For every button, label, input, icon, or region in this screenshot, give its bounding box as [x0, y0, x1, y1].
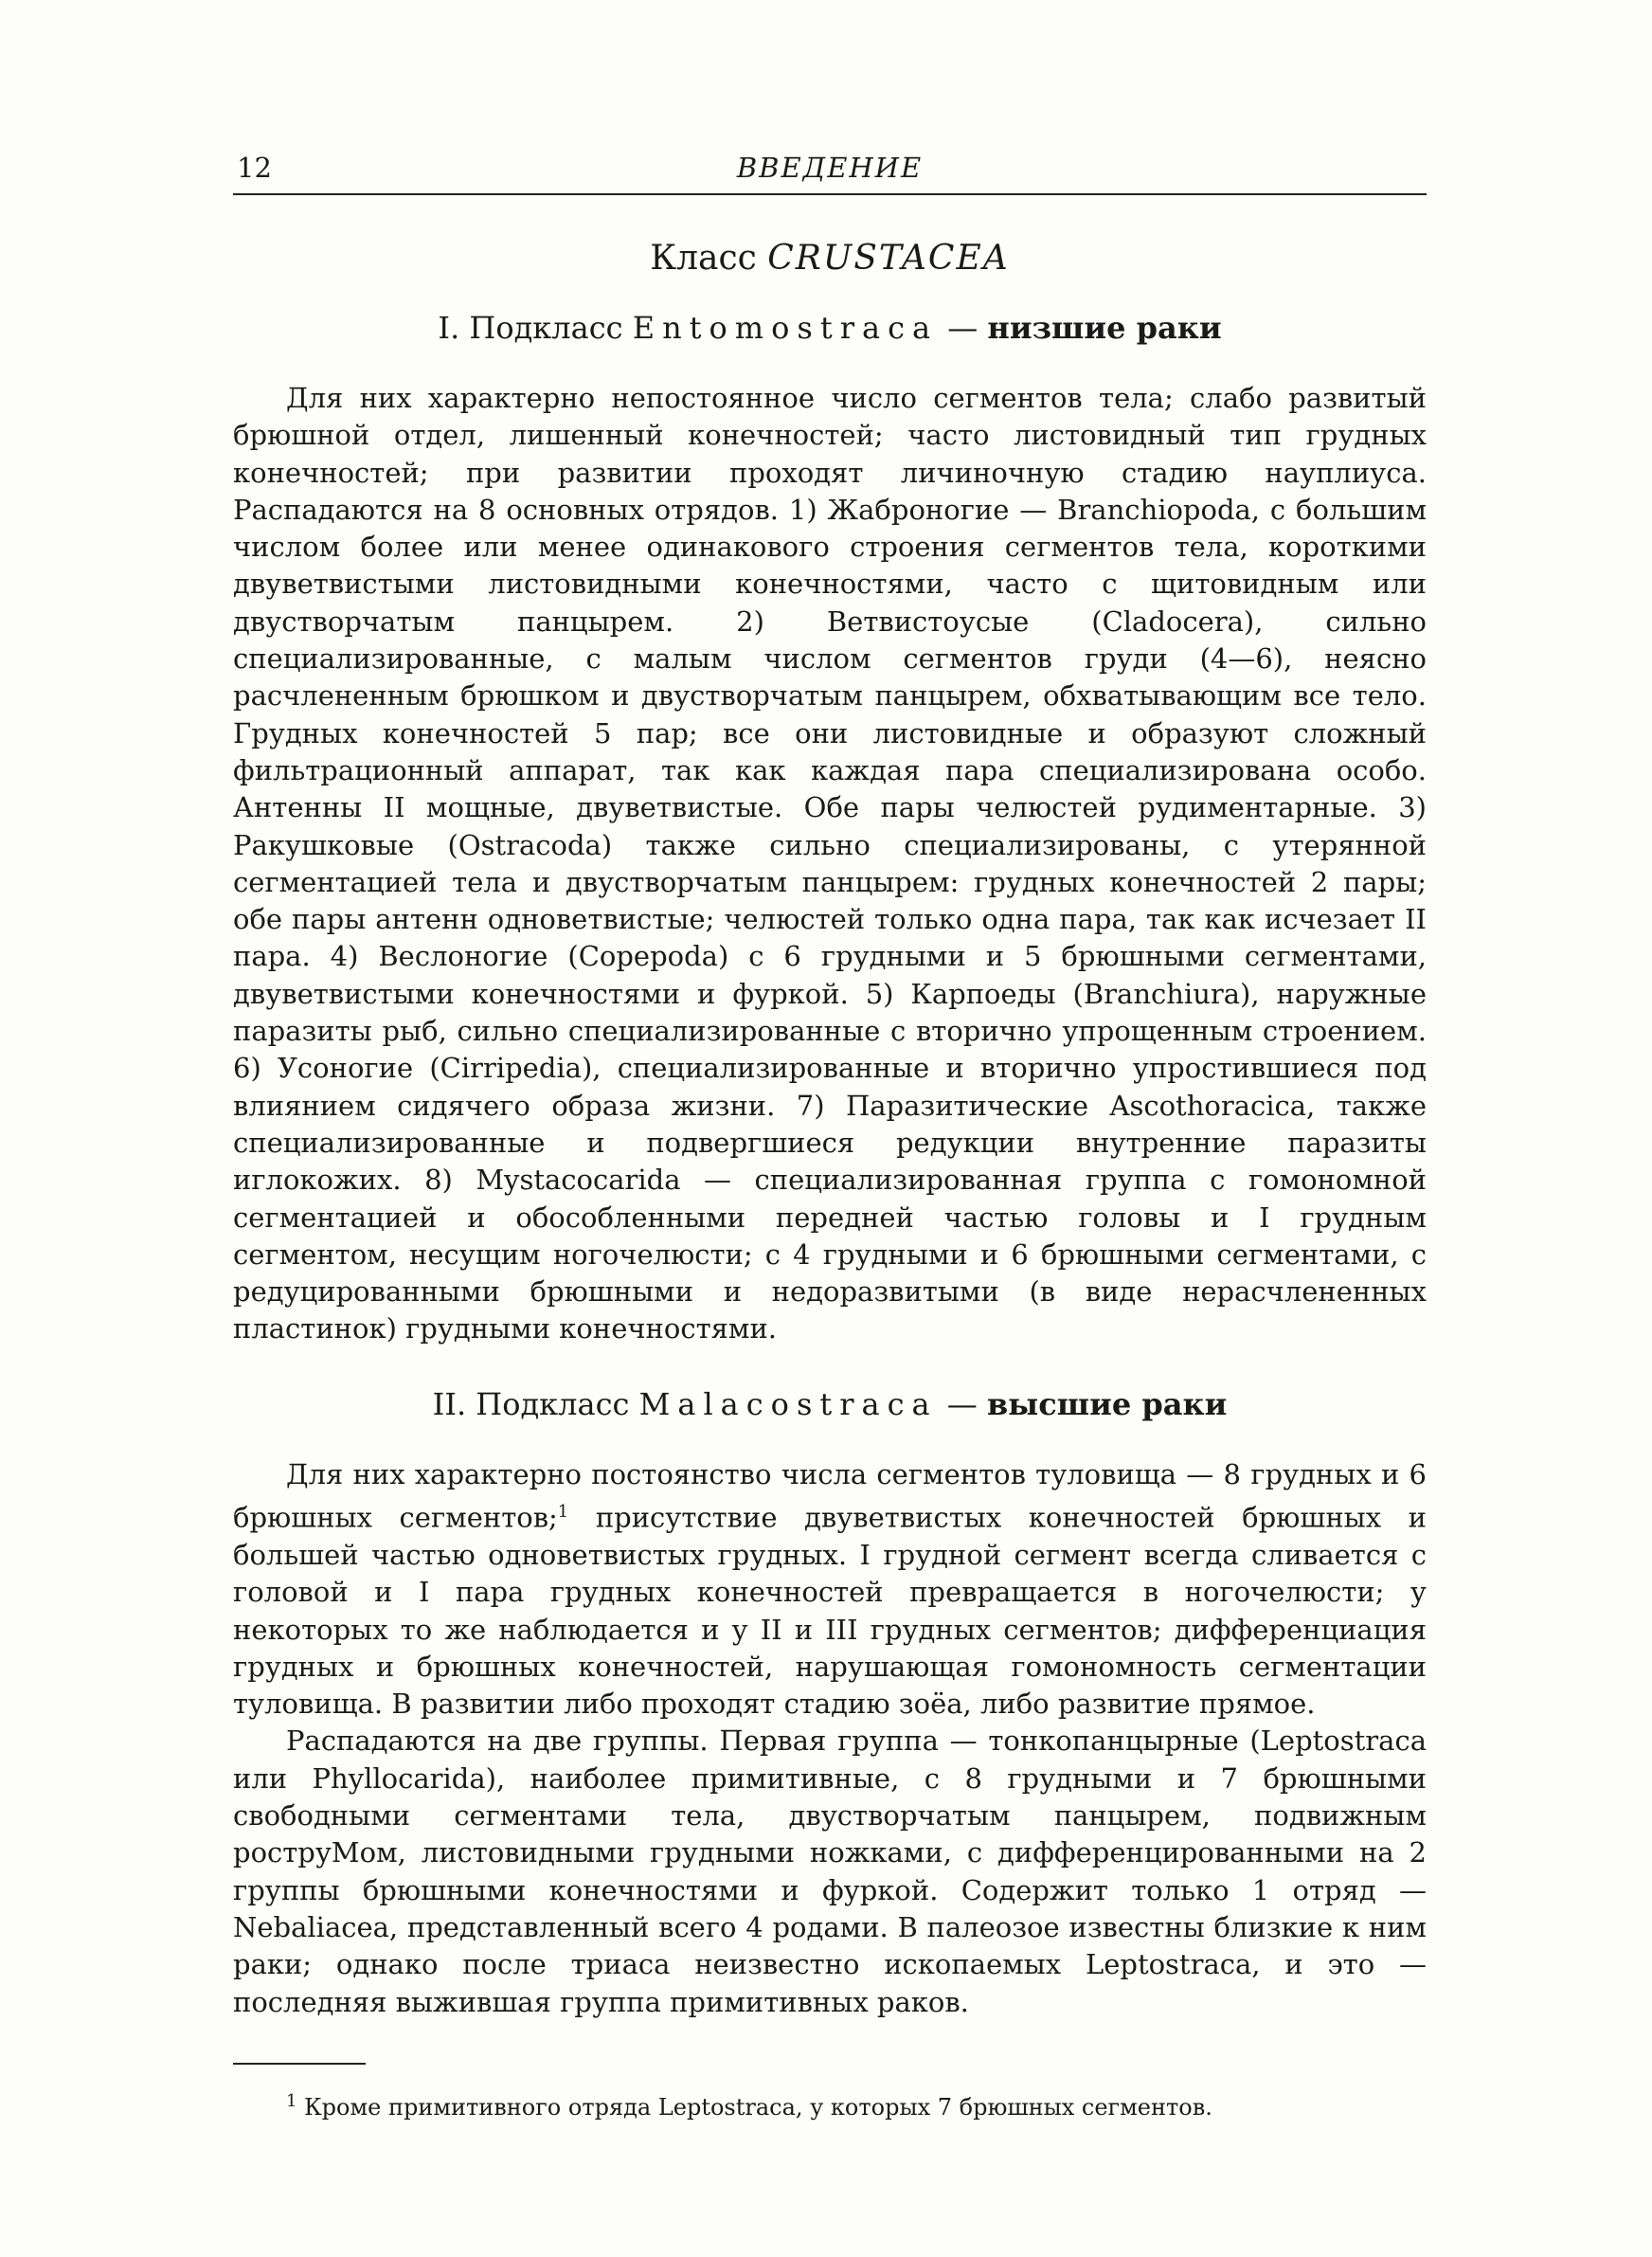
running-title: ВВЕДЕНИЕ: [736, 152, 924, 184]
subclass-name: Malacostraca: [638, 1385, 938, 1422]
paragraph-text: присутствие двуветвистых конечностей брюшных и большей частью одноветвистых грудных. I грудной сегмент всегда сливается с головой и I пара грудных конечностей превращается в ногочелюсти; у некоторых то же наблюдается и у II и III грудных сегментов; дифференциация грудных и брюшных конечностей, нарушающая гомономность сегментации туловища. В развитии либо проходят стадию зоёа, либо развитие прямое.: [233, 1501, 1427, 1721]
subclass-number: I. Подкласс: [438, 310, 623, 346]
subclass-name: Entomostraca: [632, 310, 939, 346]
subclass-desc: низшие раки: [987, 310, 1222, 346]
subclass-heading-entomostraca: [233, 310, 1427, 346]
class-heading: [233, 239, 1427, 278]
subclass-dash: —: [946, 1385, 978, 1422]
subclass-heading-malacostraca: [233, 1386, 1427, 1422]
subclass-desc: высшие раки: [986, 1385, 1228, 1422]
paragraph-malacostraca: [233, 1456, 1427, 1724]
footnote-divider: [233, 2063, 366, 2065]
running-head: [233, 152, 1427, 195]
footnote-reference: 1: [557, 1502, 569, 1523]
page-number: 12: [237, 152, 272, 184]
class-heading-name: CRUSTACEA: [767, 239, 1010, 278]
paragraph-entomostraca: Для них характерно непостоянное число сегментов тела; слабо развитый брюшной отдел, лишенный конечностей; часто листовидный тип грудных конечностей; при развитии проходят личиночную стадию науплиуса. Распадаются на 8 основных отрядов. 1) Жаброногие — Branchiopoda, с большим числом более или менее одинакового строения сегментов тела, короткими двуветвистыми листовидными конечностями, часто с щитовидным или двустворчатым панцырем. 2) Ветвистоусые (Cladocera), сильно специализированные, с малым числом сегментов груди (4—6), неясно расчлененным брюшком и двустворчатым панцырем, обхватывающим все тело. Грудных конечностей 5 пар; все они листовидные и образуют сложный фильтрационный аппарат, так как каждая пара специализирована особо. Антенны II мощные, двуветвистые. Обе пары челюстей рудиментарные. 3) Ракушковые (Ostracoda) также сильно специализированы, с утерянной сегментацией тела и двустворчатым панцырем: грудных конечностей 2 пары; обе пары антенн одноветвистые; челюстей только одна пара, так как исчезает II пара. 4) Веслоногие (Copepoda) с 6 грудными и 5 брюшными сегментами, двуветвистыми конечностями и фуркой. 5) Карпоеды (Branchiura), наружные паразиты рыб, сильно специализированные с вторично упрощенным строением. 6) Усоногие (Cirripedia), специализированные и вторично упростившиеся под влиянием сидячего образа жизни. 7) Паразитические Ascothoracica, также специализированные и подвергшиеся редукции внутренние паразиты иглокожих. 8) Mystacocarida — специализированная группа с гомономной сегментацией и обособленными передней частью головы и I грудным сегментом, несущим ногочелюсти; с 4 грудными и 6 брюшными сегментами, с редуцированными брюшными и недоразвитыми (в виде нерасчлененных пластинок) грудными конечностями.: [233, 382, 1427, 1345]
footnote: [233, 2085, 1427, 2123]
footnote-mark: 1: [286, 2090, 297, 2111]
paragraph-text: Для них характерно постоянство числа сегментов туловища — 8 грудных и 6 брюшных сегментов;: [233, 1457, 1427, 1534]
page: [233, 152, 1427, 2123]
footnote-text: Кроме примитивного отряда Leptostraca, у которых 7 брюшных сегментов.: [304, 2093, 1212, 2121]
paragraph-groups: Распадаются на две группы. Первая группа — тонкопанцырные (Leptostraca или Phyllocarida), наиболее примитивные, с 8 грудными и 7 брюшными свободными сегментами тела, двустворчатым панцырем, подвижным роструМом, листовидными грудными ножками, с дифференцированными на 2 группы брюшными конечностями и фуркой. Содержит только 1 отряд — Nebaliacea, представленный всего 4 родами. В палеозое известны близкие к ним раки; однако после триаса неизвестно ископаемых Leptostraca, и это — последняя выжившая группа примитивных раков.: [233, 1724, 1427, 2018]
subclass-number: II. Подкласс: [432, 1385, 630, 1422]
subclass-dash: —: [947, 310, 979, 346]
class-heading-prefix: Класс: [650, 239, 757, 278]
